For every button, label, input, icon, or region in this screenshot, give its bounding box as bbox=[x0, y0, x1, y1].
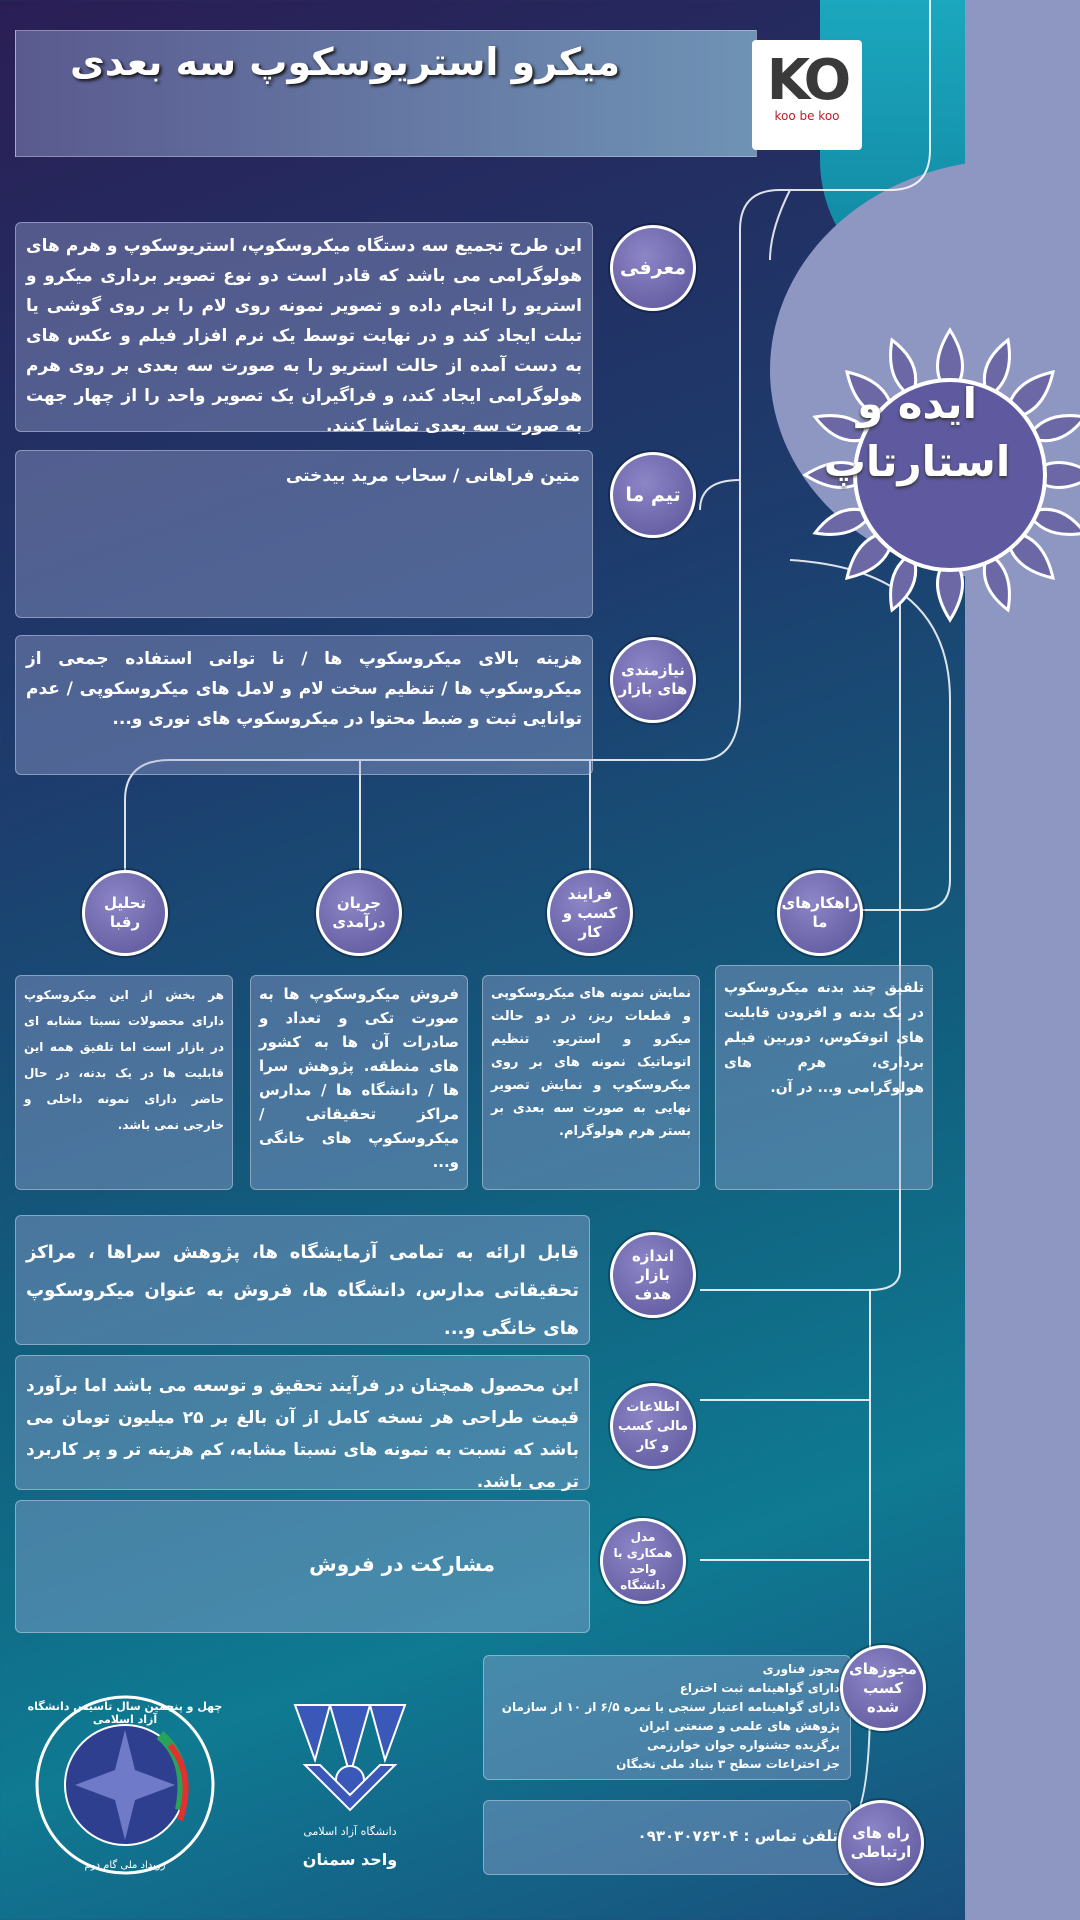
solutions-panel bbox=[715, 965, 933, 1190]
idea-startup-title bbox=[812, 375, 1022, 491]
business-process-text: نمایش نمونه های میکروسکوپی و قطعات ریز، در دو حالت میکرو و استریو. تنظیم اتوماتیک نمونه های بر روی میکروسکوپ و نمایش تصویر نهایی به صورت سه بعدی بر بستر هرم هولوگرام. bbox=[491, 986, 691, 1139]
contact-circle bbox=[838, 1800, 924, 1886]
financial-label: اطلاعات مالی کسب و کار bbox=[617, 1399, 689, 1453]
contact-panel bbox=[483, 1800, 851, 1875]
license-item: مجوز فناوری bbox=[762, 1662, 840, 1676]
intro-circle bbox=[610, 225, 696, 311]
license-item: پژوهش های علمی و صنعتی ایران bbox=[639, 1719, 840, 1733]
licenses-label: مجوزهای کسب شده bbox=[849, 1659, 917, 1716]
competitors-label: تحلیل رقبا bbox=[103, 894, 147, 931]
team-label: تیم ما bbox=[625, 483, 681, 506]
revenue-circle bbox=[316, 870, 402, 956]
intro-text: این طرح تجمیع سه دستگاه میکروسکوپ، استریوسکوپ و هرم های هولوگرامی می باشد که قادر است دو نوع تصویر برداری میکرو و استریو را انجام داده و تصویر نمونه روی لام را بر روی گوشی یا تبلت ایجاد کند و در نهایت توسط یک نرم افزار فیلم و عکس های به دست آمده از حالت استریو را به صورت سه بعدی بر روی هرم هولوگرامی ایجاد کند، و فراگیران یک تصویر واحد را از چهار جهت به صورت سه بعدی تماشا کنند. bbox=[26, 236, 582, 436]
market-needs-label: نیازمندی های بازار bbox=[618, 661, 688, 698]
emblem-sub: دانشگاه آزاد اسلامی bbox=[303, 1825, 397, 1838]
business-process-circle bbox=[547, 870, 633, 956]
solutions-label: راهکارهای ما bbox=[781, 894, 859, 931]
target-market-circle bbox=[610, 1232, 696, 1318]
cooperation-text: مشارکت در فروش bbox=[309, 1552, 495, 1576]
team-text: متین فراهانی / سحاب مرید بیدختی bbox=[285, 466, 580, 486]
solutions-circle bbox=[777, 870, 863, 956]
logo-name: koo be koo bbox=[774, 109, 840, 123]
emblem-caption: واحد سمنان bbox=[302, 1850, 398, 1869]
target-market-label: اندازه بازار هدف bbox=[631, 1246, 675, 1303]
koobekoo-logo bbox=[752, 40, 862, 150]
business-process-label: فرایند کسب و کار bbox=[562, 884, 618, 941]
page-title: میکرو استریوسکوپ سه بعدی bbox=[69, 40, 621, 84]
azad-university-emblem bbox=[285, 1685, 415, 1825]
revenue-label: جریان درآمدی bbox=[332, 894, 386, 931]
logo-mark: KO bbox=[766, 48, 848, 113]
license-item: برگزیده جشنواره جوان خوارزمی bbox=[646, 1738, 840, 1752]
revenue-panel bbox=[250, 975, 468, 1190]
market-needs-circle bbox=[610, 637, 696, 723]
idea-line2: استارتاپ bbox=[823, 437, 1011, 486]
cooperation-panel bbox=[15, 1500, 590, 1633]
slogan-text: رویداد ملی گام دوم bbox=[84, 1860, 166, 1871]
cooperation-label: مدل همکاری با واحد دانشگاه bbox=[613, 1530, 673, 1592]
competitors-panel bbox=[15, 975, 233, 1190]
intro-label: معرفی bbox=[620, 256, 686, 279]
competitors-circle bbox=[82, 870, 168, 956]
target-market-panel bbox=[15, 1215, 590, 1345]
cooperation-circle bbox=[600, 1518, 686, 1604]
licenses-panel bbox=[483, 1655, 851, 1780]
licenses-list bbox=[494, 1660, 840, 1774]
target-market-text: قابل ارائه به تمامی آزمایشگاه ها، پژوهش سراها ، مراکز تحقیقاتی مدارس، دانشگاه ها، فروش به عنوان میکروسکوپ های خانگی و... bbox=[26, 1242, 579, 1339]
license-item: دارای گواهینامه اعتبار سنجی با نمره ۶/۵ از ۱۰ از سازمان bbox=[501, 1700, 840, 1714]
contact-text: تلفن تماس : ۰۹۳۰۳۰۷۶۳۰۴ bbox=[637, 1827, 838, 1845]
team-panel bbox=[15, 450, 593, 618]
financial-panel bbox=[15, 1355, 590, 1490]
business-process-panel bbox=[482, 975, 700, 1190]
license-item: دارای گواهینامه ثبت اختراع bbox=[679, 1681, 840, 1695]
anniversary-text: چهل و پنجمین سال تاسیس دانشگاه آزاد اسلامی bbox=[27, 1700, 223, 1726]
intro-panel bbox=[15, 222, 593, 436]
licenses-circle bbox=[840, 1645, 926, 1731]
market-needs-text: هزینه بالای میکروسکوپ ها / نا توانی استفاده جمعی از میکروسکوپ ها / تنظیم سخت لام و لامل های میکروسکوپی / عدم توانایی ثبت و ضبط محتوا در میکروسکوپ های نوری و... bbox=[26, 649, 582, 729]
financial-text: این محصول همچنان در فرآیند تحقیق و توسعه می باشد اما برآورد قیمت طراحی هر نسخه کامل از آن بالغ بر ۲۵ میلیون تومان می باشد که نسبت به نمونه های نسبتا مشابه، کم هزینه تر و پر کاربرد تر می باشد. bbox=[26, 1376, 579, 1492]
revenue-text: فروش میکروسکوپ ها به صورت تکی و تعداد و صادرات آن ها به کشور های منطقه. پژوهش سرا ها / دانشگاه ها / مدارس مراکز تحقیقاتی / میکروسکوپ های خانگی و... bbox=[259, 985, 459, 1171]
team-circle bbox=[610, 452, 696, 538]
competitors-text: هر بخش از این میکروسکوپ دارای محصولات نسبتا مشابه ای در بازار است اما تلفیق همه این قابلیت ها در یک بدنه، در حال حاضر دارای نمونه داخلی و خارجی نمی باشد. bbox=[24, 988, 224, 1132]
contact-label: راه های ارتباطی bbox=[850, 1824, 912, 1861]
idea-line1: ایده و bbox=[857, 379, 977, 428]
solutions-text: تلفیق چند بدنه میکروسکوپ در یک بدنه و افزودن قابلیت های اتوفکوس، دوربین فیلم برداری، هرم های هولوگرامی و... در آن. bbox=[724, 980, 924, 1096]
financial-circle bbox=[610, 1383, 696, 1469]
market-needs-panel bbox=[15, 635, 593, 775]
license-item: جز اختراعات سطح ۳ بنیاد ملی نخبگان bbox=[616, 1757, 840, 1771]
